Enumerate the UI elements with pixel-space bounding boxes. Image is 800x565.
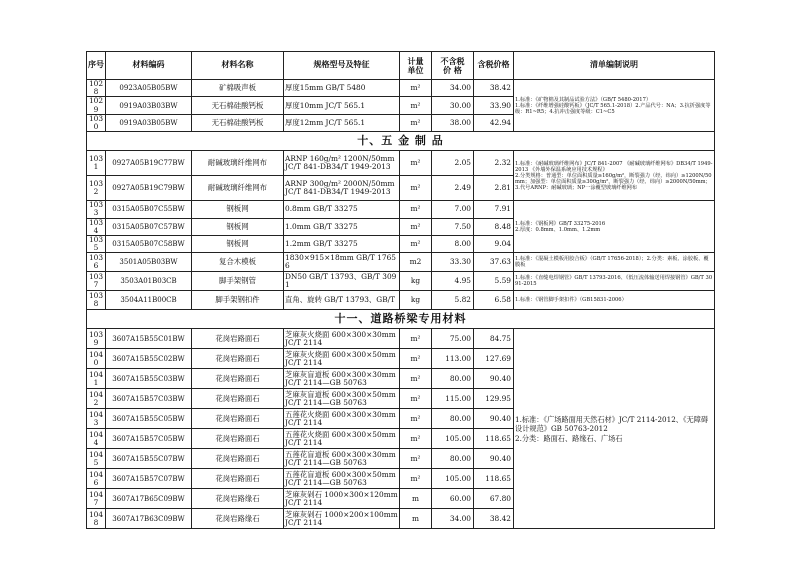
row-unit: m²	[400, 151, 432, 176]
row-seq: 1039	[87, 329, 106, 349]
row-code: 0315A05B07C55BW	[106, 201, 192, 218]
table-row	[87, 201, 715, 218]
row-price-inc-tax: 6.58	[474, 291, 514, 310]
row-price-inc-tax: 7.91	[474, 201, 514, 218]
header-name: 材料名称	[192, 52, 284, 80]
row-name: 花岗岩路面石	[192, 329, 284, 349]
row-seq: 1035	[87, 236, 106, 253]
row-price-inc-tax: 118.65	[474, 469, 514, 489]
row-spec: 芝麻灰盲道板 600×300×50mm JC/T 2114—GB 50763	[284, 389, 400, 409]
row-unit: m²	[400, 409, 432, 429]
row-spec: 直角、旋转 GB/T 13793、GB/T	[284, 291, 400, 310]
row-seq: 1038	[87, 291, 106, 310]
row-name: 花岗岩路面石	[192, 369, 284, 389]
row-code: 3501A05B03BW	[106, 253, 192, 272]
row-unit: m²	[400, 236, 432, 253]
row-unit: m²	[400, 449, 432, 469]
row-seq: 1042	[87, 389, 106, 409]
row-unit: m²	[400, 176, 432, 201]
row-price-ex-tax: 105.00	[432, 429, 474, 449]
row-price-ex-tax: 80.00	[432, 369, 474, 389]
row-spec: 五莲花火烧面 600×300×30mm JC/T 2114	[284, 409, 400, 429]
row-code: 3607A15B55C03BW	[106, 369, 192, 389]
row-price-inc-tax: 8.48	[474, 218, 514, 235]
row-seq: 1044	[87, 429, 106, 449]
row-price-ex-tax: 4.95	[432, 272, 474, 291]
row-unit: m	[400, 509, 432, 529]
row-name: 耐碱玻璃纤维网布	[192, 151, 284, 176]
row-name: 无石棉硅酸钙板	[192, 97, 284, 114]
row-note: 1.标准：《矿物棉及其制品试验方法》（GB/T 5480-2017） 1.标准：《纤维增强硅酸钙板》（JC/T 565.1-2018）2.产品代号：NA；3.抗折强度等级：R1~R5；4.抗冲击强度等级：C1~C5	[514, 80, 715, 132]
row-spec: 1.2mm GB/T 33275	[284, 236, 400, 253]
row-seq: 1037	[87, 272, 106, 291]
row-seq: 1033	[87, 201, 106, 218]
section-title-hardware: 十、五 金 制 品	[87, 132, 715, 151]
table-row	[87, 291, 715, 310]
row-price-inc-tax: 38.42	[474, 509, 514, 529]
row-price-ex-tax: 34.00	[432, 80, 474, 97]
row-seq: 1031	[87, 151, 106, 176]
row-name: 花岗岩路面石	[192, 409, 284, 429]
row-code: 3504A11B00CB	[106, 291, 192, 310]
row-seq: 1032	[87, 176, 106, 201]
row-seq: 1034	[87, 218, 106, 235]
row-price-ex-tax: 60.00	[432, 489, 474, 509]
row-price-inc-tax: 129.95	[474, 389, 514, 409]
row-seq: 1047	[87, 489, 106, 509]
row-name: 花岗岩路缘石	[192, 509, 284, 529]
row-price-ex-tax: 34.00	[432, 509, 474, 529]
row-price-ex-tax: 80.00	[432, 409, 474, 429]
row-price-inc-tax: 37.63	[474, 253, 514, 272]
row-price-inc-tax: 90.40	[474, 409, 514, 429]
row-unit: m²	[400, 469, 432, 489]
section-heading-row	[87, 132, 715, 151]
row-code: 0315A05B07C57BW	[106, 218, 192, 235]
table-row	[87, 151, 715, 176]
row-price-ex-tax: 38.00	[432, 114, 474, 131]
row-price-ex-tax: 80.00	[432, 449, 474, 469]
row-spec: ARNP 160g/m² 1200N/50mm JC/T 841-DB34/T 1949-2013	[284, 151, 400, 176]
row-name: 花岗岩路面石	[192, 449, 284, 469]
row-price-inc-tax: 118.65	[474, 429, 514, 449]
row-name: 花岗岩路面石	[192, 389, 284, 409]
row-spec: 芝麻灰火烧面 600×300×30mm JC/T 2114	[284, 329, 400, 349]
row-price-inc-tax: 90.40	[474, 369, 514, 389]
row-spec: 芝麻灰盲道板 600×300×30mm JC/T 2114—GB 50763	[284, 369, 400, 389]
row-unit: kg	[400, 291, 432, 310]
row-price-inc-tax: 67.80	[474, 489, 514, 509]
section-heading-row	[87, 310, 715, 329]
row-seq: 1028	[87, 80, 106, 97]
row-code: 0927A05B19C79BW	[106, 176, 192, 201]
row-seq: 1048	[87, 509, 106, 529]
row-spec: 1.0mm GB/T 33275	[284, 218, 400, 235]
row-code: 3607A15B55C05BW	[106, 409, 192, 429]
row-name: 花岗岩路面石	[192, 349, 284, 369]
table-row	[87, 272, 715, 291]
row-code: 3503A01B03CB	[106, 272, 192, 291]
row-spec: 芝麻灰火烧面 600×300×50mm JC/T 2114	[284, 349, 400, 369]
row-price-inc-tax: 2.81	[474, 176, 514, 201]
row-name: 花岗岩路面石	[192, 429, 284, 449]
row-seq: 1036	[87, 253, 106, 272]
row-code: 0315A05B07C58BW	[106, 236, 192, 253]
row-price-ex-tax: 115.00	[432, 389, 474, 409]
row-code: 3607A15B57C03BW	[106, 389, 192, 409]
row-price-inc-tax: 84.75	[474, 329, 514, 349]
row-spec: 厚度10mm JC/T 565.1	[284, 97, 400, 114]
row-spec: 厚度12mm JC/T 565.1	[284, 114, 400, 131]
row-unit: m²	[400, 218, 432, 235]
row-code: 3607A15B55C02BW	[106, 349, 192, 369]
row-note: 1.标准：《混凝土模板用胶合板》（GB/T 17656-2018）；2.分类：素板、涂胶板、覆膜板	[514, 253, 715, 272]
row-price-ex-tax: 75.00	[432, 329, 474, 349]
row-seq: 1041	[87, 369, 106, 389]
row-unit: m	[400, 489, 432, 509]
row-price-inc-tax: 38.42	[474, 80, 514, 97]
section-title-road-bridge: 十一、道路桥梁专用材料	[87, 310, 715, 329]
row-code: 0919A03B05BW	[106, 114, 192, 131]
row-note: 1.标准：《钢管脚手架扣件》（GB15831-2006）	[514, 291, 715, 310]
header-seq: 序号	[87, 52, 106, 80]
row-seq: 1029	[87, 97, 106, 114]
row-price-ex-tax: 7.50	[432, 218, 474, 235]
row-price-ex-tax: 2.49	[432, 176, 474, 201]
row-seq: 1045	[87, 449, 106, 469]
header-spec: 规格型号及特征	[284, 52, 400, 80]
row-price-ex-tax: 7.00	[432, 201, 474, 218]
row-code: 0923A05B05BW	[106, 80, 192, 97]
row-note: 1.标准：《耐碱玻璃纤维网布》JC/T 841-2007 《耐碱玻璃纤维网布》DB34/T 1949-2013 《外墙外保温系统应用技术规程》 2.分类规格：普通型：单位面积质量≥160g/m²，断裂强力（经、纬向）≥1200N/50mm；加强型：单位面积质量≥300g/m²，断裂强力（经、纬向）≥2000N/50mm；3.代号ARNP：耐碱玻璃；NP一涂覆型玻璃纤维网布	[514, 151, 715, 201]
row-price-inc-tax: 90.40	[474, 449, 514, 469]
row-price-ex-tax: 2.05	[432, 151, 474, 176]
row-seq: 1040	[87, 349, 106, 369]
row-price-inc-tax: 127.69	[474, 349, 514, 369]
row-name: 钢板网	[192, 218, 284, 235]
row-spec: DN50 GB/T 13793、GB/T 3091	[284, 272, 400, 291]
row-spec: 五莲花盲道板 600×300×30mm JC/T 2114—GB 50763	[284, 449, 400, 469]
header-price-ex-tax: 不含税 价 格	[432, 52, 474, 80]
table-row	[87, 329, 715, 349]
row-unit: m²	[400, 349, 432, 369]
row-unit: m²	[400, 97, 432, 114]
row-unit: m²	[400, 201, 432, 218]
row-name: 脚手架钢扣件	[192, 291, 284, 310]
row-unit: m²	[400, 369, 432, 389]
row-unit: m²	[400, 329, 432, 349]
row-price-ex-tax: 8.00	[432, 236, 474, 253]
row-unit: m²	[400, 389, 432, 409]
row-price-inc-tax: 42.94	[474, 114, 514, 131]
price-list-sheet	[86, 51, 714, 529]
row-name: 花岗岩路缘石	[192, 489, 284, 509]
row-name: 复合木模板	[192, 253, 284, 272]
row-price-ex-tax: 105.00	[432, 469, 474, 489]
row-price-inc-tax: 2.32	[474, 151, 514, 176]
row-price-ex-tax: 113.00	[432, 349, 474, 369]
row-unit: m²	[400, 114, 432, 131]
header-code: 材料编码	[106, 52, 192, 80]
row-unit: m2	[400, 253, 432, 272]
row-unit: m²	[400, 429, 432, 449]
row-price-inc-tax: 9.04	[474, 236, 514, 253]
row-code: 3607A15B55C07BW	[106, 449, 192, 469]
header-unit: 计量 单位	[400, 52, 432, 80]
row-name: 钢板网	[192, 236, 284, 253]
row-code: 0927A05B19C77BW	[106, 151, 192, 176]
row-unit: m²	[400, 80, 432, 97]
row-name: 耐碱玻璃纤维网布	[192, 176, 284, 201]
row-spec: 厚度15mm GB/T 5480	[284, 80, 400, 97]
row-price-ex-tax: 33.30	[432, 253, 474, 272]
row-price-ex-tax: 30.00	[432, 97, 474, 114]
row-spec: 五莲花火烧面 600×300×50mm JC/T 2114	[284, 429, 400, 449]
row-code: 3607A15B57C07BW	[106, 469, 192, 489]
row-spec: 五莲花盲道板 600×300×50mm JC/T 2114—GB 50763	[284, 469, 400, 489]
row-price-inc-tax: 5.59	[474, 272, 514, 291]
row-name: 花岗岩路面石	[192, 469, 284, 489]
header-row	[87, 52, 715, 80]
row-note: 1.标准：《广场路面用天然石材》JC/T 2114-2012、《无障碍设计规范》GB 50763-2012 2.分类：路面石、路缘石、广场石	[514, 329, 715, 529]
row-price-ex-tax: 5.82	[432, 291, 474, 310]
row-spec: 芝麻灰剁石 1000×300×120mm JC/T 2114	[285, 489, 398, 507]
row-spec: ARNP 300g/m² 2000N/50mm JC/T 841-DB34/T 1949-2013	[284, 176, 400, 201]
header-price-inc-tax: 含税价格	[474, 52, 514, 80]
row-note: 1.标准：《钢板网》GB/T 33275-2016 2.厚度：0.8mm、1.0mm、1.2mm	[514, 201, 715, 253]
row-name: 钢板网	[192, 201, 284, 218]
row-name: 矿棉吸声板	[192, 80, 284, 97]
row-code: 3607A17B63C09BW	[106, 509, 192, 529]
row-unit: kg	[400, 272, 432, 291]
row-spec: 芝麻灰剁石 1000×200×100mm JC/T 2114	[285, 509, 398, 527]
row-seq: 1046	[87, 469, 106, 489]
row-code: 3607A15B57C05BW	[106, 429, 192, 449]
row-name: 脚手架钢管	[192, 272, 284, 291]
row-price-inc-tax: 33.90	[474, 97, 514, 114]
row-spec: 0.8mm GB/T 33275	[284, 201, 400, 218]
row-spec: 1830×915×18mm GB/T 17656	[284, 253, 400, 272]
row-note: 1.标准：《直缝电焊钢管》GB/T 13793-2016、《低压流体输送用焊接钢管》GB/T 3091-2015	[514, 272, 715, 291]
row-code: 0919A03B03BW	[106, 97, 192, 114]
row-seq: 1030	[87, 114, 106, 131]
row-seq: 1043	[87, 409, 106, 429]
row-name: 无石棉硅酸钙板	[192, 114, 284, 131]
table-row	[87, 253, 715, 272]
table-row	[87, 80, 715, 97]
row-code: 3607A15B55C01BW	[106, 329, 192, 349]
row-code: 3607A17B65C09BW	[106, 489, 192, 509]
header-note: 清单编制说明	[514, 52, 715, 80]
material-price-table	[86, 51, 715, 529]
